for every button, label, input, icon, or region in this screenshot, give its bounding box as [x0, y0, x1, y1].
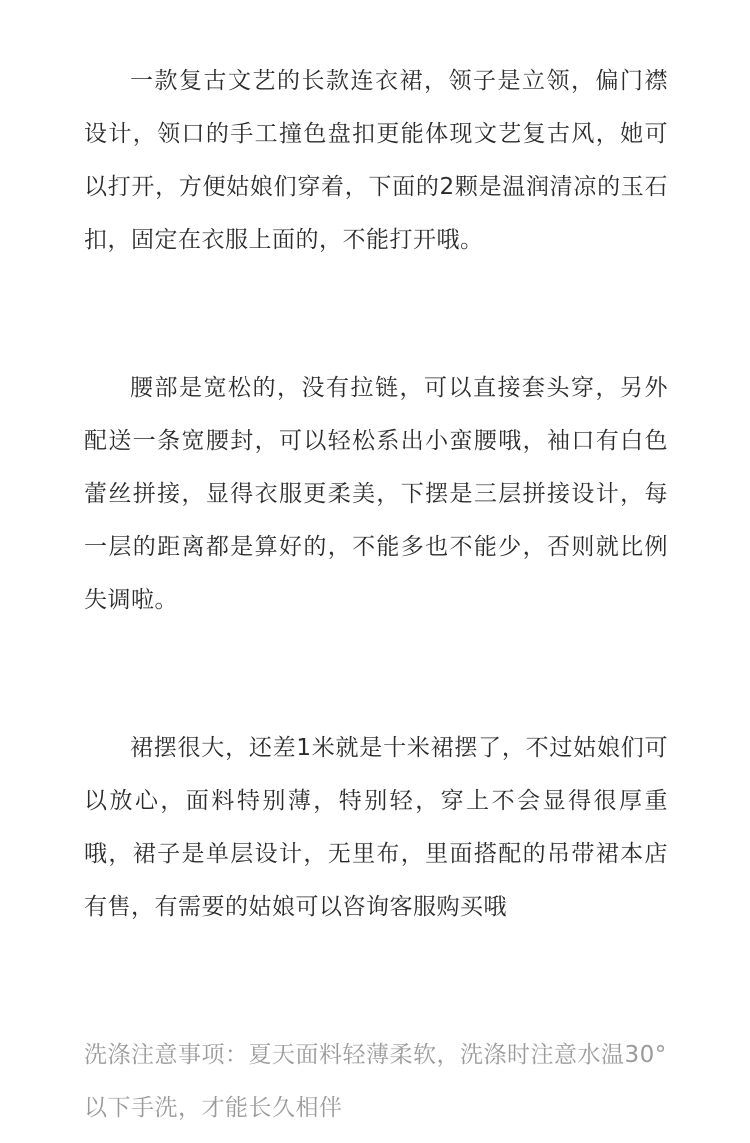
description-paragraph-waist: 腰部是宽松的，没有拉链，可以直接套头穿，另外配送一条宽腰封，可以轻松系出小蛮腰哦，袖口有白色蕾丝拼接，显得衣服更柔美，下摆是三层拼接设计，每一层的距离都是算好的，不能多也不能少，否则就比例失调啦。 — [84, 375, 668, 613]
washing-care-note: 洗涤注意事项：夏天面料轻薄柔软，洗涤时注意水温30°以下手洗，才能长久相伴 — [84, 1042, 667, 1121]
description-paragraph-collar: 一款复古文艺的长款连衣裙，领子是立领，偏门襟设计，领口的手工撞色盘扣更能体现文艺复古风，她可以打开，方便姑娘们穿着，下面的2颗是温润清凉的玉石扣，固定在衣服上面的，不能打开哦。 — [84, 68, 668, 253]
description-paragraph-skirt: 裙摆很大，还差1米就是十米裙摆了，不过姑娘们可以放心，面料特别薄，特别轻，穿上不会显得很厚重哦，裙子是单层设计，无里布，里面搭配的吊带裙本店有售，有需要的姑娘可以咨询客服购买哦 — [84, 735, 668, 920]
